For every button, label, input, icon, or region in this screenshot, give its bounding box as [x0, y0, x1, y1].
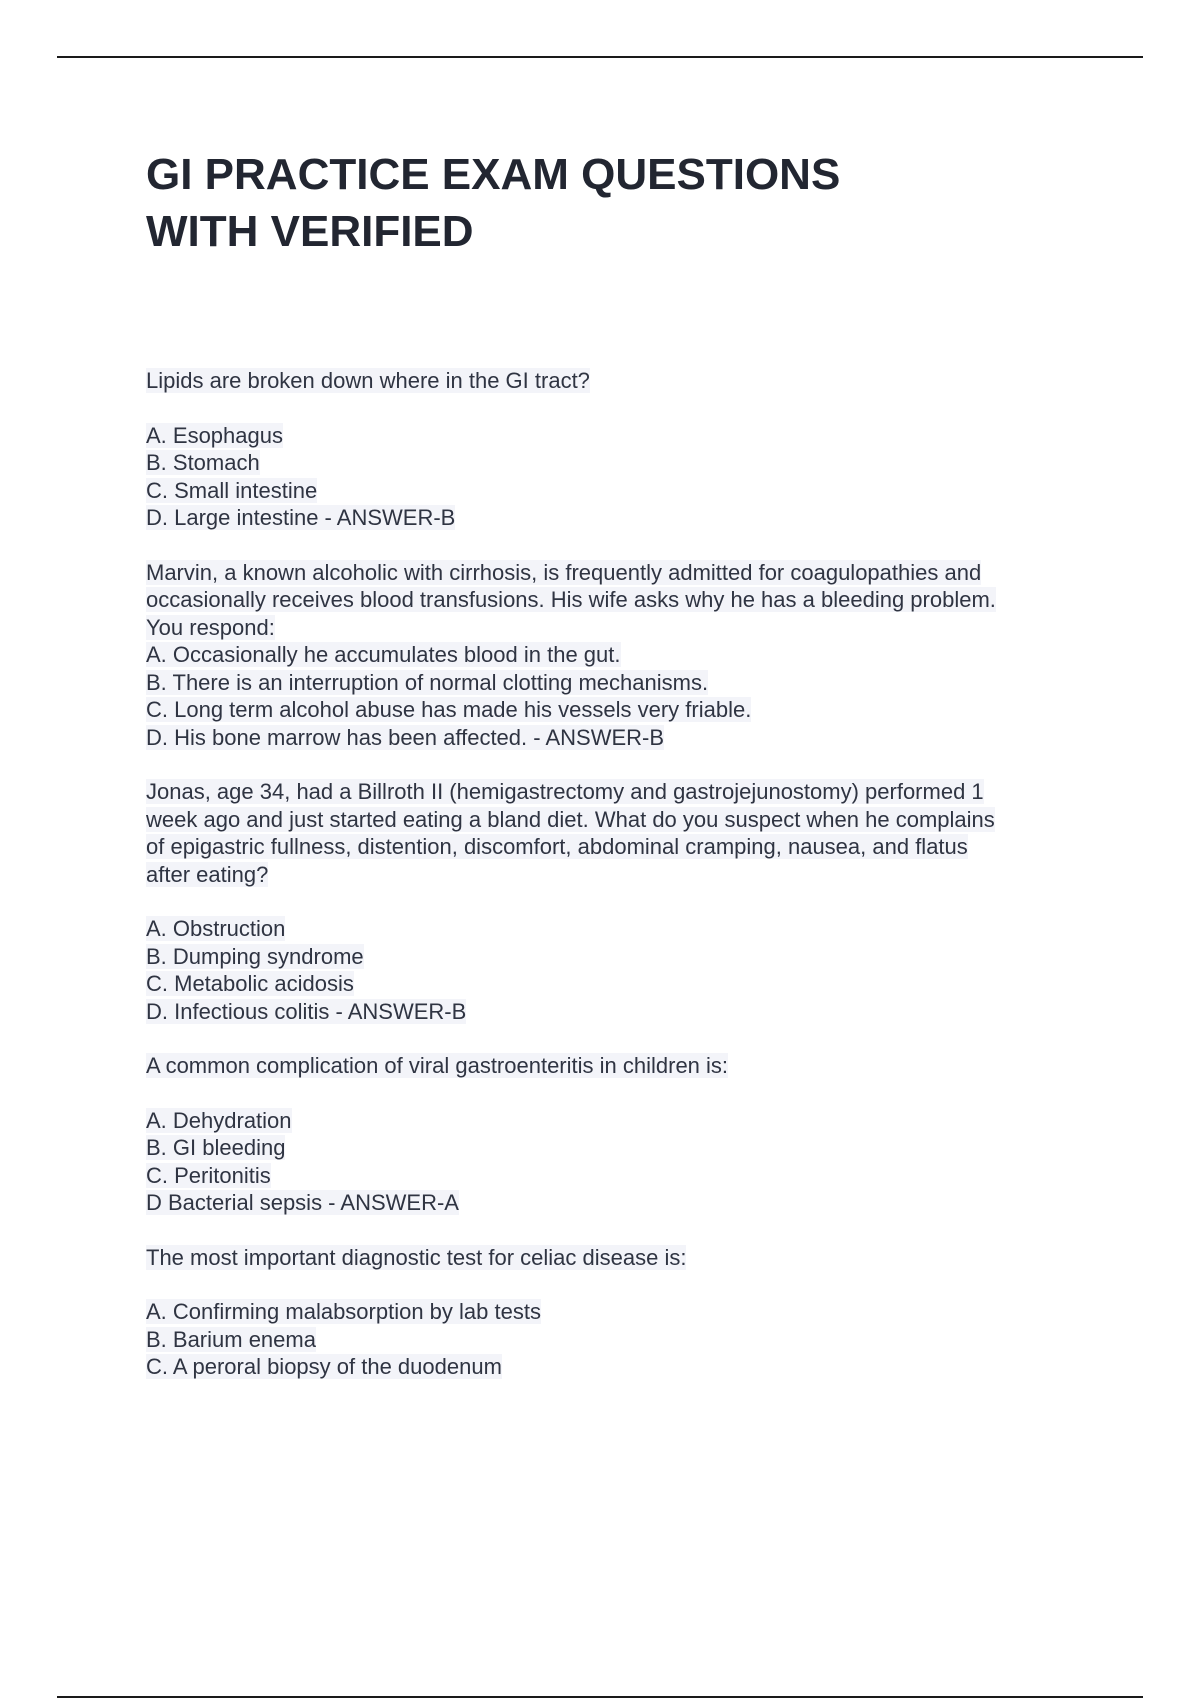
answer-option: D Bacterial sepsis - ANSWER-A	[146, 1190, 459, 1215]
title-line-2: WITH VERIFIED	[146, 207, 474, 256]
question-stem-line: Lipids are broken down where in the GI tract?	[146, 368, 590, 393]
answer-option: C. Metabolic acidosis	[146, 971, 354, 996]
question-stem-line: The most important diagnostic test for celiac disease is:	[146, 1244, 687, 1270]
answer-option: B. Dumping syndrome	[146, 943, 364, 969]
page-title	[146, 146, 1046, 260]
question-block	[146, 778, 1086, 1025]
answer-option: A. Obstruction	[146, 916, 286, 941]
question-stem-line: after eating?	[146, 861, 269, 887]
answer-option: D. Infectious colitis - ANSWER-B	[146, 998, 467, 1024]
top-rule	[57, 56, 1143, 58]
answer-option: A. Dehydration	[146, 1107, 292, 1133]
answer-option: B. Barium enema	[146, 1326, 316, 1352]
answer-option: B. GI bleeding	[146, 1135, 286, 1160]
bottom-rule	[57, 1696, 1143, 1698]
spacer	[146, 395, 1086, 422]
spacer	[146, 1080, 1086, 1107]
spacer	[146, 1271, 1086, 1298]
answer-option: A. Occasionally he accumulates blood in the gut.	[146, 642, 621, 667]
question-stem-line: Jonas, age 34, had a Billroth II (hemigastrectomy and gastrojejunostomy) performed 1	[146, 779, 984, 804]
title-line-1: GI PRACTICE EXAM QUESTIONS	[146, 150, 841, 199]
question-block	[146, 1244, 1086, 1381]
answer-option: C. Small intestine	[146, 477, 318, 503]
question-stem-line: A common complication of viral gastroenteritis in children is:	[146, 1053, 729, 1078]
question-block	[146, 367, 1086, 532]
question-stem-line: of epigastric fullness, distention, discomfort, abdominal cramping, nausea, and flatus	[146, 834, 968, 859]
spacer	[146, 888, 1086, 915]
question-block	[146, 559, 1086, 752]
answer-option: A. Confirming malabsorption by lab tests	[146, 1299, 541, 1324]
answer-option: C. A peroral biopsy of the duodenum	[146, 1354, 502, 1379]
question-stem-line: You respond:	[146, 614, 275, 640]
answer-option: D. His bone marrow has been affected. - ANSWER-B	[146, 724, 665, 750]
question-list	[146, 367, 1086, 1408]
answer-option: A. Esophagus	[146, 422, 283, 448]
answer-option: B. There is an interruption of normal clotting mechanisms.	[146, 669, 709, 695]
question-stem-line: Marvin, a known alcoholic with cirrhosis, is frequently admitted for coagulopathies and	[146, 559, 982, 585]
answer-option: B. Stomach	[146, 450, 260, 475]
question-stem-line: occasionally receives blood transfusions. His wife asks why he has a bleeding problem.	[146, 587, 996, 612]
answer-option: D. Large intestine - ANSWER-B	[146, 505, 456, 530]
question-block	[146, 1052, 1086, 1217]
question-stem-line: week ago and just started eating a bland diet. What do you suspect when he complains	[146, 806, 995, 832]
answer-option: C. Long term alcohol abuse has made his vessels very friable.	[146, 697, 752, 722]
answer-option: C. Peritonitis	[146, 1162, 271, 1188]
